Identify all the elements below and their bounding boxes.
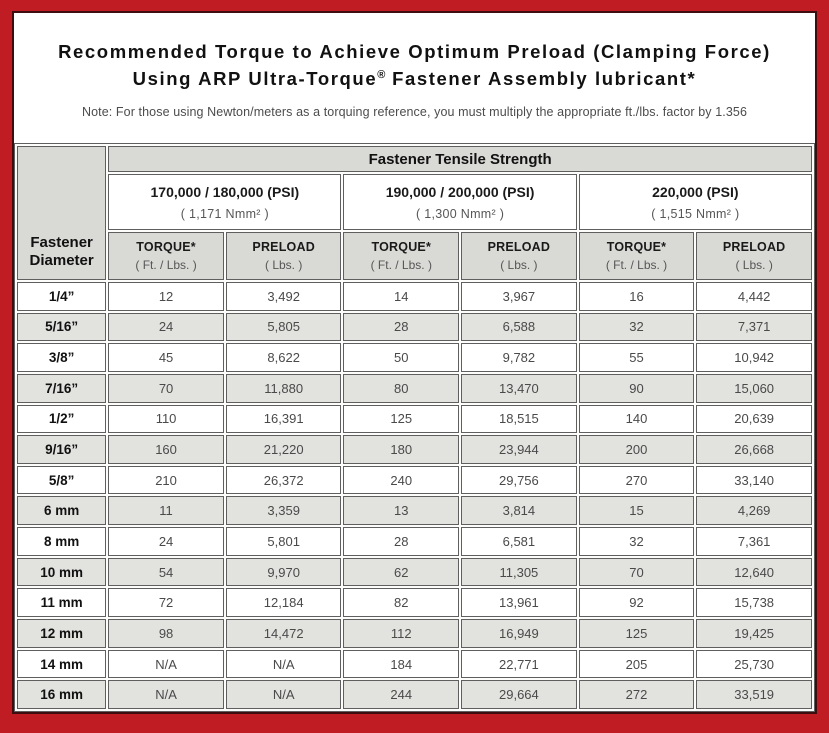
column-label: PRELOAD	[252, 240, 315, 254]
torque-cell: 16	[579, 282, 695, 311]
preload-cell: 7,361	[696, 527, 812, 556]
table-row-58	[17, 466, 812, 495]
preload-cell: 14,472	[226, 619, 342, 648]
table-row-16mm	[17, 680, 812, 709]
header-row-main	[17, 146, 812, 172]
column-unit: ( Ft. / Lbs. )	[605, 258, 668, 272]
column-label: TORQUE*	[136, 240, 196, 254]
torque-cell: 240	[343, 466, 459, 495]
diameter-cell: 3/8”	[17, 343, 106, 372]
column-header-4	[461, 232, 577, 280]
torque-cell: 14	[343, 282, 459, 311]
table-row-14mm	[17, 650, 812, 679]
preload-cell: 11,305	[461, 558, 577, 587]
header-row-psi	[17, 174, 812, 230]
preload-cell: 13,470	[461, 374, 577, 403]
preload-cell: 15,738	[696, 588, 812, 617]
title-line-2-text: Using ARP Ultra-Torque	[132, 67, 378, 89]
column-label: TORQUE*	[371, 240, 432, 254]
preload-cell: 8,622	[226, 343, 342, 372]
torque-cell: 110	[108, 405, 224, 434]
preload-cell: 15,060	[696, 374, 812, 403]
torque-cell: 50	[343, 343, 459, 372]
preload-cell: 19,425	[696, 619, 812, 648]
column-label: TORQUE*	[606, 240, 667, 254]
torque-cell: 125	[579, 619, 695, 648]
torque-cell: 270	[579, 466, 695, 495]
diameter-cell: 12 mm	[17, 619, 106, 648]
table-row-38	[17, 343, 812, 372]
diameter-cell: 1/2”	[17, 405, 106, 434]
torque-cell: 62	[343, 558, 459, 587]
torque-cell: 45	[108, 343, 224, 372]
table-row-14	[17, 282, 812, 311]
preload-cell: 29,664	[461, 680, 577, 709]
column-header-6	[696, 232, 812, 280]
torque-cell: 140	[579, 405, 695, 434]
preload-cell: 26,668	[696, 435, 812, 464]
torque-cell: 28	[343, 527, 459, 556]
torque-cell: 32	[579, 527, 695, 556]
torque-cell: 80	[343, 374, 459, 403]
preload-cell: N/A	[226, 680, 342, 709]
preload-cell: 6,588	[461, 313, 577, 342]
column-label: PRELOAD	[487, 240, 551, 254]
table-row-6mm	[17, 496, 812, 525]
title-line-2	[22, 66, 807, 93]
torque-cell: 32	[579, 313, 695, 342]
preload-cell: 11,880	[226, 374, 342, 403]
column-header-5	[579, 232, 695, 280]
preload-cell: 33,140	[696, 466, 812, 495]
diameter-cell: 8 mm	[17, 527, 106, 556]
preload-cell: 26,372	[226, 466, 342, 495]
nmm-label: ( 1,171 Nmm² )	[180, 206, 269, 221]
column-header-3	[343, 232, 459, 280]
table-row-8mm	[17, 527, 812, 556]
torque-cell: 11	[108, 496, 224, 525]
preload-cell: 3,814	[461, 496, 577, 525]
psi-label: 220,000 (PSI)	[652, 183, 739, 200]
table-row-716	[17, 374, 812, 403]
preload-cell: 3,359	[226, 496, 342, 525]
preload-cell: 9,970	[226, 558, 342, 587]
title-line-2-suffix: Fastener Assembly lubricant*	[385, 67, 697, 89]
preload-cell: 29,756	[461, 466, 577, 495]
torque-cell: 200	[579, 435, 695, 464]
psi-group-header-2	[343, 174, 576, 230]
psi-label: 190,000 / 200,000 (PSI)	[385, 183, 535, 200]
torque-cell: 205	[579, 650, 695, 679]
psi-group-header-1	[108, 174, 341, 230]
diameter-cell: 5/16”	[17, 313, 106, 342]
diameter-cell: 11 mm	[17, 588, 106, 617]
table-row-12	[17, 405, 812, 434]
diameter-cell: 6 mm	[17, 496, 106, 525]
note-text: Note: For those using Newton/meters as a torquing reference, you must multiply the appropriate ft./lbs. factor by 1.356	[81, 104, 747, 119]
nmm-label: ( 1,300 Nmm² )	[415, 206, 505, 221]
preload-cell: 12,640	[696, 558, 812, 587]
column-header-2	[226, 232, 342, 280]
diameter-cell: 14 mm	[17, 650, 106, 679]
table-row-11mm	[17, 588, 812, 617]
preload-cell: 7,371	[696, 313, 812, 342]
torque-cell: 125	[343, 405, 459, 434]
preload-cell: 33,519	[696, 680, 812, 709]
preload-cell: 16,949	[461, 619, 577, 648]
torque-cell: 184	[343, 650, 459, 679]
column-unit: ( Lbs. )	[735, 258, 773, 272]
torque-cell: 210	[108, 466, 224, 495]
torque-cell: 90	[579, 374, 695, 403]
torque-cell: N/A	[108, 680, 224, 709]
table-row-916	[17, 435, 812, 464]
torque-cell: 72	[108, 588, 224, 617]
torque-table	[14, 143, 815, 712]
torque-cell: N/A	[108, 650, 224, 679]
column-header-1	[108, 232, 224, 280]
preload-cell: 20,639	[696, 405, 812, 434]
diameter-cell: 7/16”	[17, 374, 106, 403]
preload-cell: 4,442	[696, 282, 812, 311]
corner-header-line: Fastener	[30, 233, 93, 251]
torque-cell: 272	[579, 680, 695, 709]
psi-group-header-3	[579, 174, 812, 230]
corner-header-line: Diameter	[29, 252, 94, 270]
torque-cell: 112	[343, 619, 459, 648]
torque-cell: 15	[579, 496, 695, 525]
preload-cell: 9,782	[461, 343, 577, 372]
torque-cell: 24	[108, 313, 224, 342]
torque-cell: 92	[579, 588, 695, 617]
torque-cell: 54	[108, 558, 224, 587]
torque-cell: 13	[343, 496, 459, 525]
content-panel	[12, 11, 817, 714]
torque-cell: 82	[343, 588, 459, 617]
torque-cell: 28	[343, 313, 459, 342]
table-row-516	[17, 313, 812, 342]
table-row-12mm	[17, 619, 812, 648]
title-line-1: Recommended Torque to Achieve Optimum Preload (Clamping Force)	[58, 41, 771, 62]
corner-header-fastener-diameter	[17, 146, 106, 280]
table-row-10mm	[17, 558, 812, 587]
preload-cell: 6,581	[461, 527, 577, 556]
preload-cell: 3,492	[226, 282, 342, 311]
diameter-cell: 5/8”	[17, 466, 106, 495]
preload-cell: 4,269	[696, 496, 812, 525]
preload-cell: 16,391	[226, 405, 342, 434]
preload-cell: 25,730	[696, 650, 812, 679]
column-unit: ( Ft. / Lbs. )	[135, 258, 197, 272]
column-unit: ( Lbs. )	[500, 258, 538, 272]
torque-cell: 55	[579, 343, 695, 372]
torque-cell: 160	[108, 435, 224, 464]
torque-cell: 244	[343, 680, 459, 709]
psi-label: 170,000 / 180,000 (PSI)	[150, 183, 300, 200]
column-unit: ( Ft. / Lbs. )	[370, 258, 432, 272]
registered-trademark-symbol: ®	[377, 68, 386, 81]
preload-cell: 3,967	[461, 282, 577, 311]
preload-cell: 5,801	[226, 527, 342, 556]
diameter-cell: 9/16”	[17, 435, 106, 464]
torque-cell: 12	[108, 282, 224, 311]
diameter-cell: 1/4”	[17, 282, 106, 311]
nmm-label: ( 1,515 Nmm² )	[651, 206, 740, 221]
preload-cell: 18,515	[461, 405, 577, 434]
torque-cell: 24	[108, 527, 224, 556]
preload-cell: 5,805	[226, 313, 342, 342]
diameter-cell: 16 mm	[17, 680, 106, 709]
torque-cell: 70	[579, 558, 695, 587]
header-row-columns	[17, 232, 812, 280]
tensile-strength-header: Fastener Tensile Strength	[108, 146, 812, 172]
torque-cell: 70	[108, 374, 224, 403]
preload-cell: 23,944	[461, 435, 577, 464]
preload-cell: 13,961	[461, 588, 577, 617]
preload-cell: 10,942	[696, 343, 812, 372]
diameter-cell: 10 mm	[17, 558, 106, 587]
column-unit: ( Lbs. )	[264, 258, 303, 272]
torque-cell: 98	[108, 619, 224, 648]
column-label: PRELOAD	[722, 240, 786, 254]
title-block	[14, 13, 815, 143]
preload-cell: 22,771	[461, 650, 577, 679]
preload-cell: 21,220	[226, 435, 342, 464]
torque-cell: 180	[343, 435, 459, 464]
preload-cell: 12,184	[226, 588, 342, 617]
preload-cell: N/A	[226, 650, 342, 679]
